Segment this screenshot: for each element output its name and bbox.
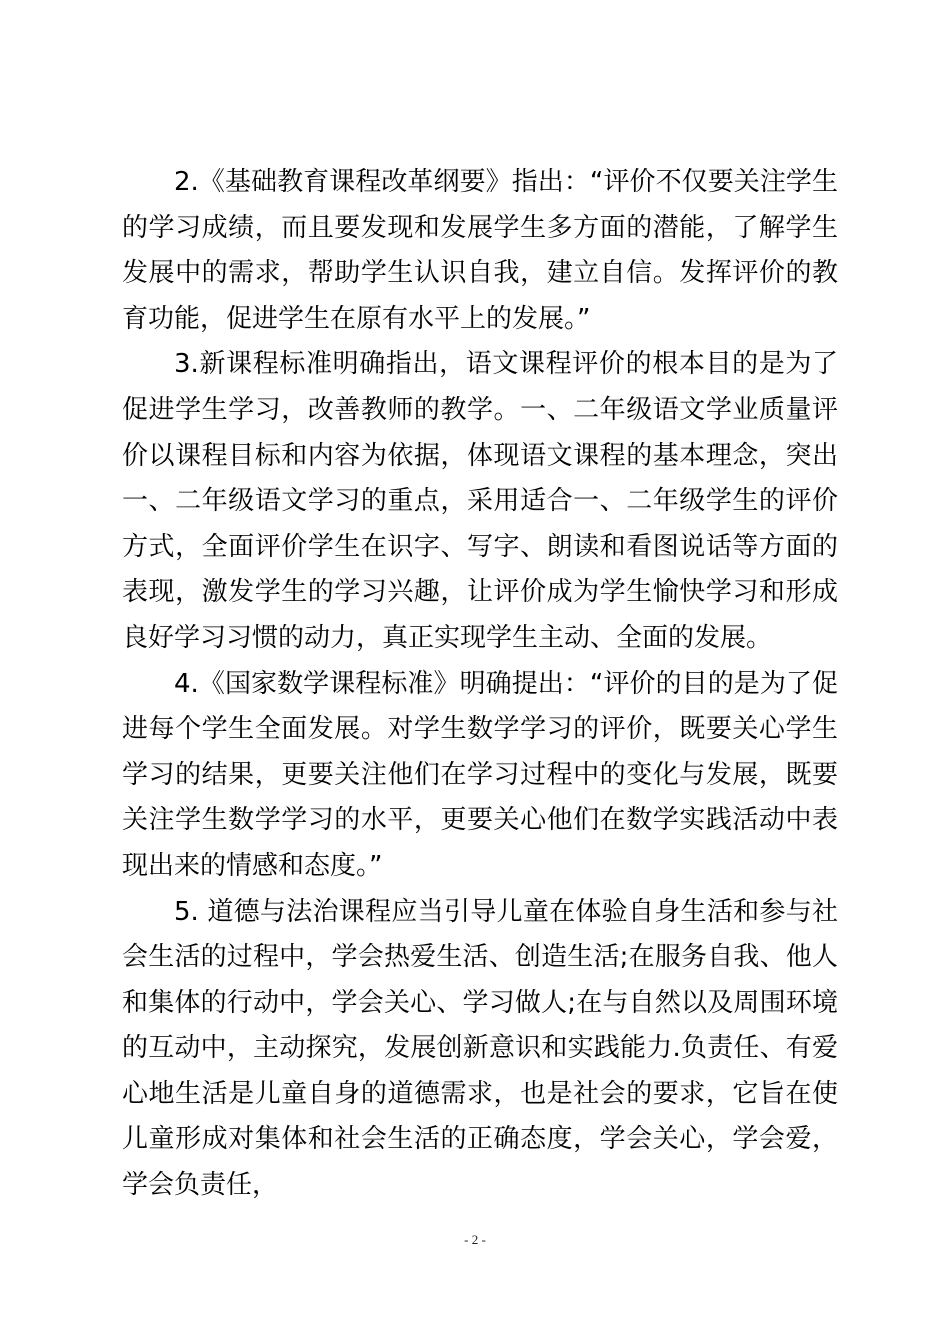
page-number: - 2 - xyxy=(464,1232,486,1247)
paragraph-3: 3.新课程标准明确指出，语文课程评价的根本目的是为了促进学生学习，改善教师的教学。一、二年级语文学业质量评价以课程目标和内容为依据，体现语文课程的基本理念，突出一、二年级语文学习的重点，采用适合一、二年级学生的评价方式，全面评价学生在识字、写字、朗读和看图说话等方面的表现，激发学生的学习兴趣，让评价成为学生愉快学习和形成良好学习习惯的动力，真正实现学生主动、全面的发展。 xyxy=(122,349,838,653)
paragraph-5: 5. 道德与法治课程应当引导儿童在体验自身生活和参与社会生活的过程中，学会热爱生活、创造生活;在服务自我、他人和集体的行动中，学会关心、学习做人;在与自然以及周围环境的互动中，主动探究，发展创新意识和实践能力.负责任、有爱心地生活是儿童自身的道德需求，也是社会的要求，它旨在使儿童形成对集体和社会生活的正确态度，学会关心，学会爱，学会负责任， xyxy=(122,896,838,1201)
document-body xyxy=(122,160,838,1209)
paragraph-2: 2.《基础教育课程改革纲要》指出：“评价不仅要关注学生的学习成绩，而且要发现和发展学生多方面的潜能，了解学生发展中的需求，帮助学生认识自我，建立自信。发挥评价的教育功能，促进学生在原有水平上的发展。” xyxy=(122,167,838,334)
paragraph-4: 4.《国家数学课程标准》明确提出：“评价的目的是为了促进每个学生全面发展。对学生数学学习的评价，既要关心学生学习的结果，更要关注他们在学习过程中的变化与发展，既要关注学生数学学习的水平，更要关心他们在数学实践活动中表现出来的情感和态度。” xyxy=(122,668,838,881)
